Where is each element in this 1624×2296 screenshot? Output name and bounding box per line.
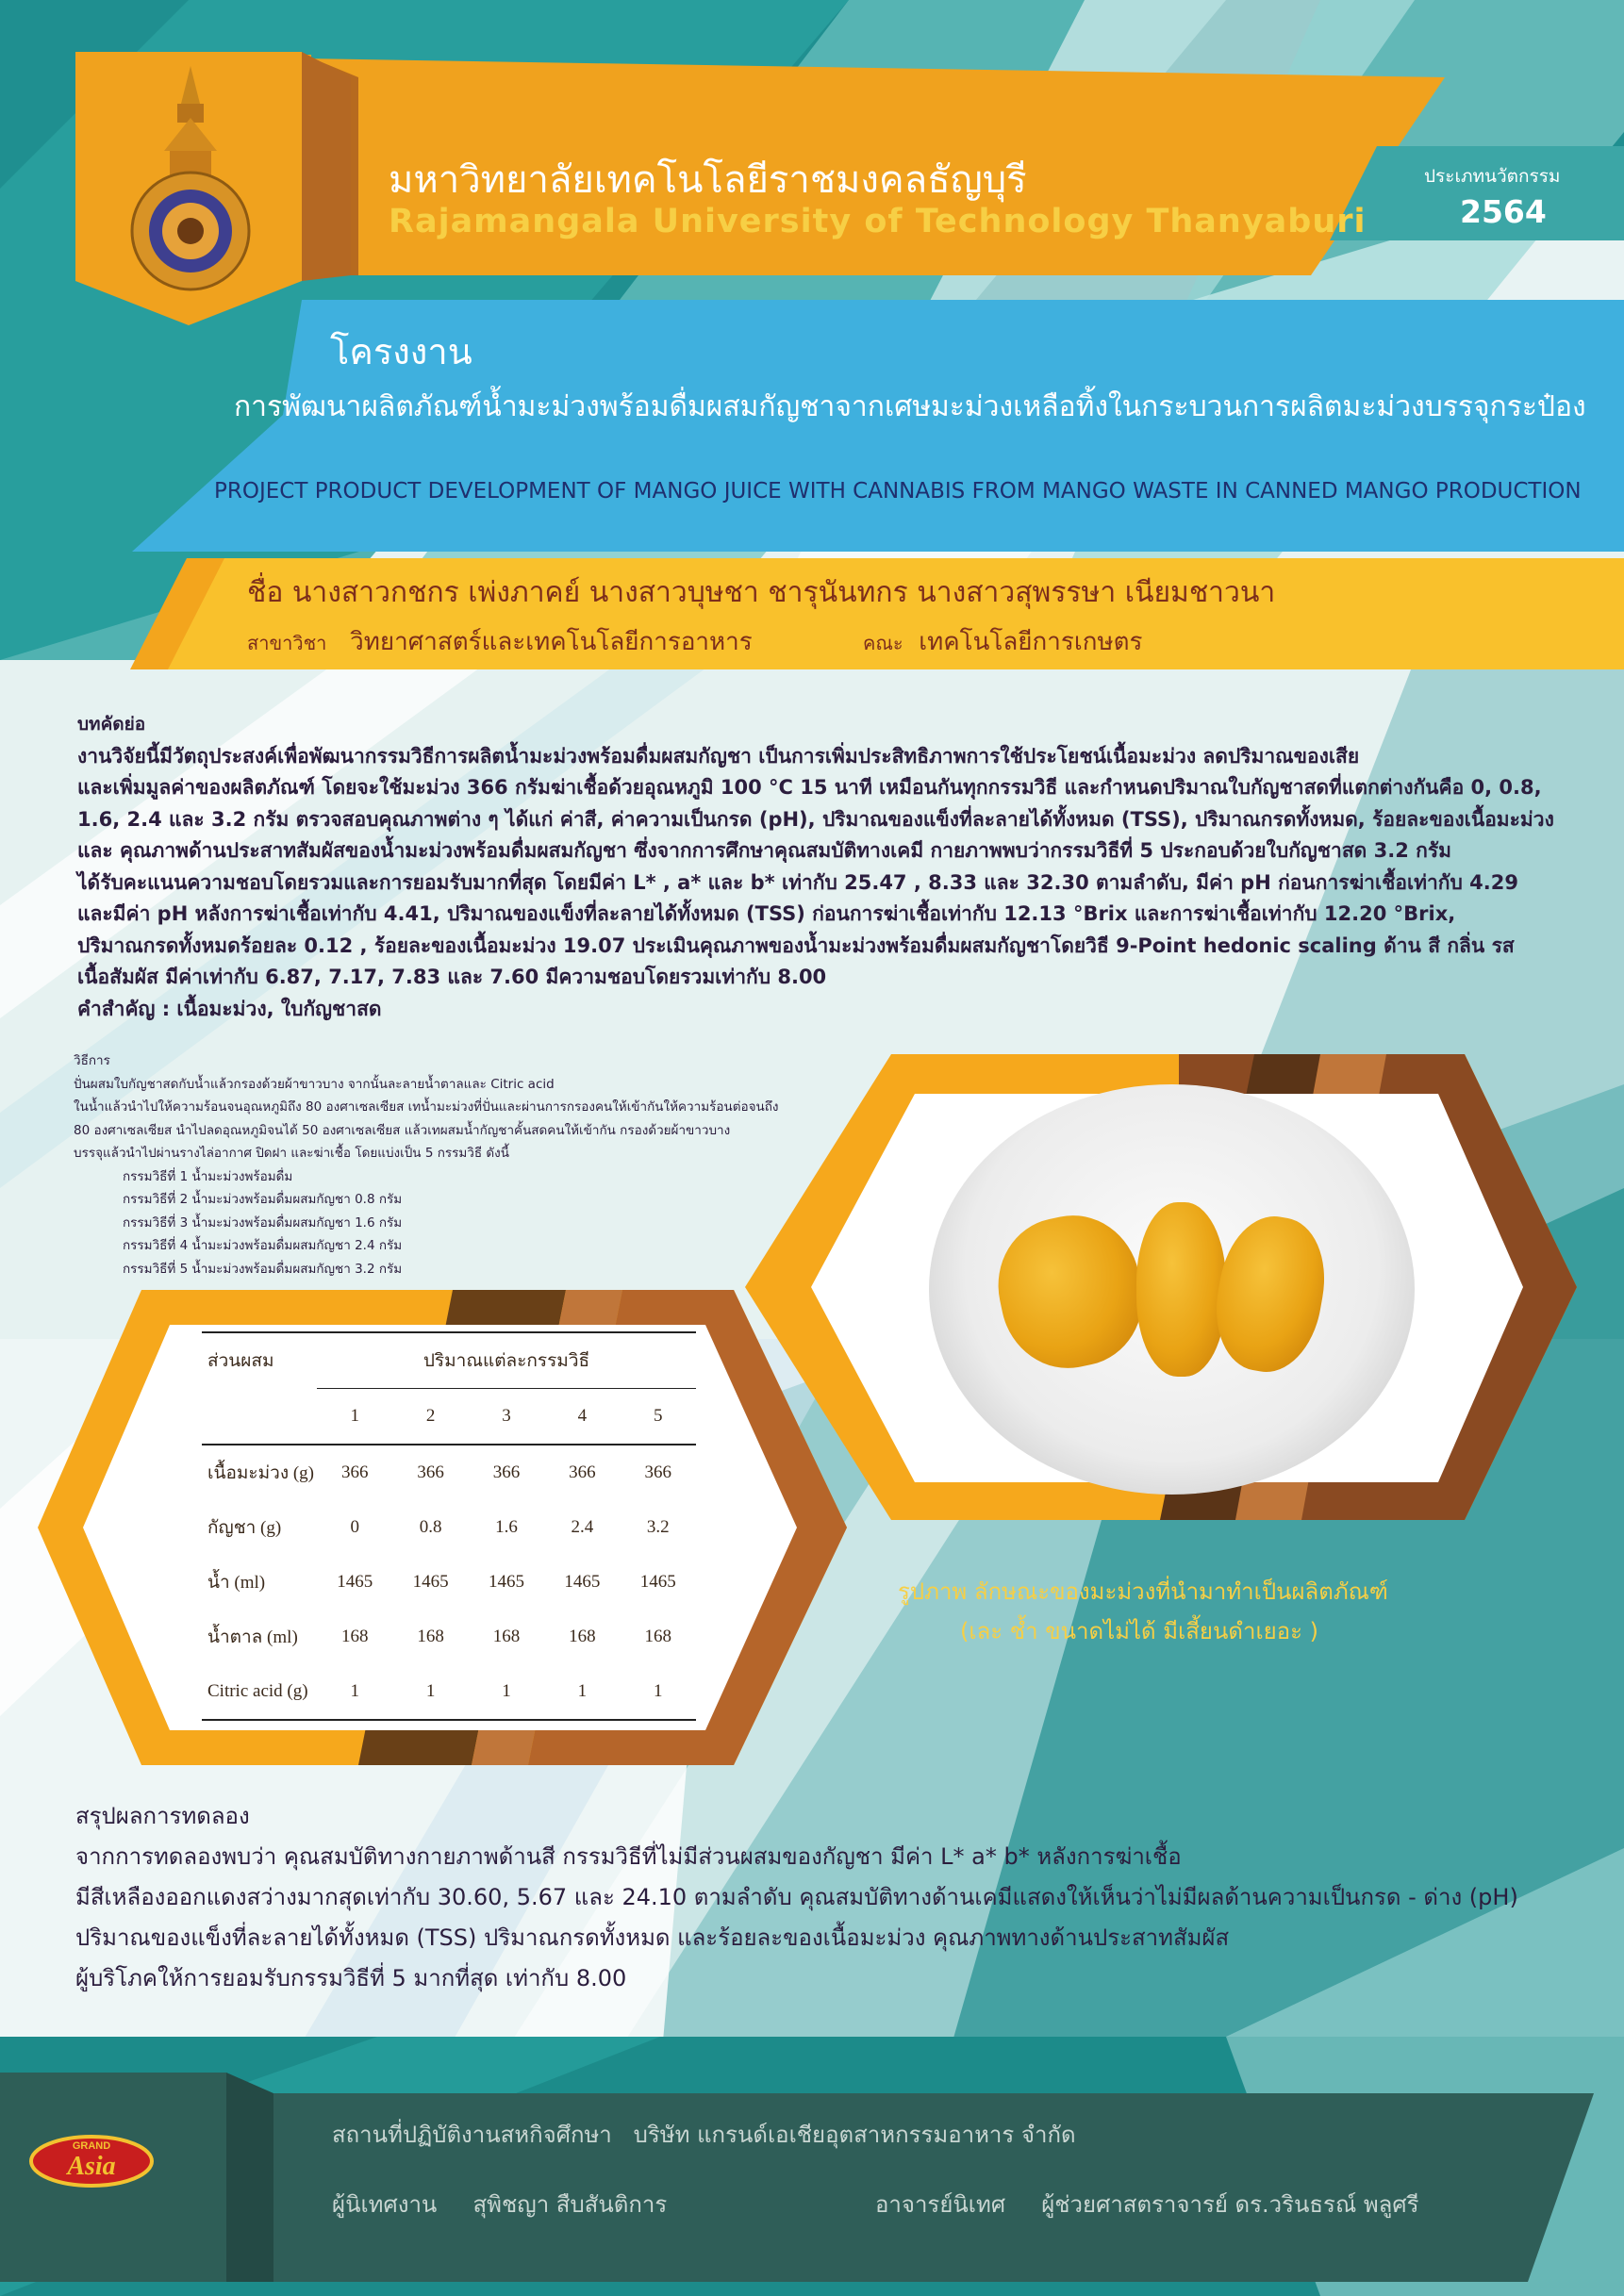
table-row xyxy=(202,1664,696,1720)
category-label: ประเภทนวัตกรรม xyxy=(1424,166,1561,187)
advisor-name: ผู้ช่วยศาสตราจารย์ ดร.วรินธรณ์ พลูศรี xyxy=(1041,2191,1419,2218)
abstract-line: และ คุณภาพด้านประสาทสัมผัสของน้ำมะม่วงพร้อมดื่มผสมกัญชา ซึ่งจากการศึกษาคุณสมบัติทางเคมี กายภาพพบว่ากรรมวิธีที่ 5 ประกอบด้วยใบกัญชาสด 3.2 กรัม xyxy=(77,839,1451,862)
abstract-heading: บทคัดย่อ xyxy=(77,714,146,735)
logo-top-text: GRAND xyxy=(72,2140,111,2152)
amount-header: ปริมาณแต่ละกรรมวิธี xyxy=(317,1332,696,1389)
method-section xyxy=(74,1049,778,1280)
supervisor-name: สุพิชญา สืบสันติการ xyxy=(472,2191,668,2218)
abstract-line: และมีค่า pH หลังการฆ่าเชื้อเท่ากับ 4.41, ปริมาณของแข็งที่ละลายได้ทั้งหมด (TSS) ก่อนการฆ่าเชื้อเท่ากับ 12.13 °Brix และการฆ่าเชื้อเท่ากับ 12.20 °Brix, xyxy=(77,902,1456,925)
conclusion-line: ผู้บริโภคให้การยอมรับกรรมวิธีที่ 5 มากที่สุด เท่ากับ 8.00 xyxy=(75,1965,627,1991)
treatment-number: 1 xyxy=(317,1389,392,1445)
treatment-number: 5 xyxy=(621,1389,696,1445)
table-cell: 366 xyxy=(492,1462,521,1482)
abstract-line: 1.6, 2.4 และ 3.2 กรัม ตรวจสอบคุณภาพต่าง ๆ ได้แก่ ค่าสี, ค่าความเป็นกรด (pH), ปริมาณของแข็งที่ละลายได้ทั้งหมด (TSS), ปริมาณกรดทั้งหมด, ร้อยละของเนื้อมะม่วง xyxy=(77,807,1554,831)
internship-line xyxy=(332,2116,1076,2153)
photo-caption-note: (เละ ช้ำ ขนาดไม่ได้ มีเสี้ยนดำเยอะ ) xyxy=(960,1618,1319,1644)
university-seal-icon xyxy=(123,66,259,292)
table-row xyxy=(202,1610,696,1664)
abstract-line: เนื้อสัมผัส มีค่าเท่ากับ 6.87, 7.17, 7.83 และ 7.60 มีความชอบโดยรวมเท่ากับ 8.00 xyxy=(77,966,827,988)
abstract-line: ปริมาณกรดทั้งหมดร้อยละ 0.12 , ร้อยละของเนื้อมะม่วง 19.07 ประเมินคุณภาพของน้ำมะม่วงพร้อมดื่มผสมกัญชาโดยวิธี 9-Point hedonic scaling ด้าน สี กลิ่น รส xyxy=(77,933,1515,957)
table-cell: 1 xyxy=(469,1664,544,1720)
ingredient-header: ส่วนผสม xyxy=(202,1332,317,1445)
treatment-item: กรรมวิธีที่ 1 น้ำมะม่วงพร้อมดื่ม xyxy=(123,1168,293,1184)
treatment-item: กรรมวิธีที่ 3 น้ำมะม่วงพร้อมดื่มผสมกัญชา 1.6 กรัม xyxy=(123,1214,403,1231)
faculty-value: เทคโนโลยีการเกษตร xyxy=(919,628,1143,656)
major-label: สาขาวิชา xyxy=(247,632,327,654)
conclusion-heading: สรุปผลการทดลอง xyxy=(75,1803,250,1829)
table-cell: 1 xyxy=(544,1664,620,1720)
table-row xyxy=(202,1500,696,1555)
row-label: กัญชา (g) xyxy=(207,1518,282,1538)
treatment-number: 4 xyxy=(544,1389,620,1445)
row-label: น้ำตาล (ml) xyxy=(207,1627,298,1647)
mango-piece-image xyxy=(1136,1202,1226,1377)
table-cell: 1465 xyxy=(639,1572,676,1592)
logo-main-text: Asia xyxy=(67,2152,116,2181)
table-cell: 168 xyxy=(492,1627,521,1646)
table-cell: 0.8 xyxy=(419,1517,442,1537)
table-cell: 1465 xyxy=(412,1572,449,1592)
table-cell: 168 xyxy=(644,1627,672,1646)
university-name-thai: มหาวิทยาลัยเทคโนโลยีราชมงคลธัญบุรี xyxy=(389,158,1027,202)
table-cell: 2.4 xyxy=(571,1517,594,1537)
table-cell: 1465 xyxy=(564,1572,601,1592)
treatment-item: กรรมวิธีที่ 5 น้ำมะม่วงพร้อมดื่มผสมกัญชา 3.2 กรัม xyxy=(123,1261,403,1277)
supervisor-label: ผู้นิเทศงาน xyxy=(332,2191,438,2218)
table-cell: 366 xyxy=(644,1462,672,1482)
table-cell: 366 xyxy=(569,1462,596,1482)
method-line: ในน้ำแล้วนำไปให้ความร้อนจนอุณหภูมิถึง 80 องศาเซลเซียส เทน้ำมะม่วงที่ปั่นและผ่านการกรองคนให้เข้ากันให้ความร้อนต่อจนถึง xyxy=(74,1099,779,1115)
faculty-line xyxy=(863,622,1142,661)
project-label: โครงงาน xyxy=(330,331,472,372)
abstract-line: และเพิ่มมูลค่าของผลิตภัณฑ์ โดยจะใช้มะม่วง 366 กรัมฆ่าเชื้อด้วยอุณหภูมิ 100 °C 15 นาที เหมือนกันทุกกรรมวิธี และกำหนดปริมาณใบกัญชาสดที่แตกต่างกันคือ 0, 0.8, xyxy=(77,776,1542,799)
table-cell: 168 xyxy=(569,1627,596,1646)
advisor-label: อาจารย์นิเทศ xyxy=(875,2191,1006,2218)
method-line: 80 องศาเซลเซียส นำไปลดอุณหภูมิจนได้ 50 องศาเซลเซียส แล้วเทผสมน้ำกัญชาคั้นสดคนให้เข้ากัน กรองด้วยผ้าขาวบาง xyxy=(74,1122,731,1138)
method-heading: วิธีการ xyxy=(74,1053,110,1068)
photo-caption: รูปภาพ ลักษณะของมะม่วงที่นำมาทำเป็นผลิตภัณฑ์ xyxy=(898,1578,1388,1605)
grand-asia-logo xyxy=(28,2133,156,2188)
company-name: บริษัท แกรนด์เอเชียอุตสาหกรรมอาหาร จำกัด xyxy=(633,2122,1076,2148)
row-label: Citric acid (g) xyxy=(202,1664,317,1720)
treatment-item: กรรมวิธีที่ 2 น้ำมะม่วงพร้อมดื่มผสมกัญชา 0.8 กรัม xyxy=(123,1192,403,1207)
conclusion-line: ปริมาณของแข็งที่ละลายได้ทั้งหมด (TSS) ปริมาณกรดทั้งหมด และร้อยละของเนื้อมะม่วง คุณภาพทางด้านประสาทสัมผัส xyxy=(75,1924,1230,1951)
table-cell: 1 xyxy=(621,1664,696,1720)
table-header-row xyxy=(202,1332,696,1389)
table-cell: 1465 xyxy=(337,1572,373,1592)
recipe-table xyxy=(202,1331,696,1721)
year-label: 2564 xyxy=(1460,193,1547,230)
conclusion-line: มีสีเหลืองออกแดงสว่างมากสุดเท่ากับ 30.60, 5.67 และ 24.10 ตามลำดับ คุณสมบัติทางด้านเคมีแสดงให้เห็นว่าไม่มีผลด้านความเป็นกรด - ด่าง (pH) xyxy=(75,1884,1518,1910)
abstract-line: งานวิจัยนี้มีวัตถุประสงค์เพื่อพัฒนากรรมวิธีการผลิตน้ำมะม่วงพร้อมดื่มผสมกัญชา เป็นการเพิ่มประสิทธิภาพการใช้ประโยชน์เนื้อมะม่วง ลดปริมาณของเสีย xyxy=(77,744,1360,768)
conclusion-section xyxy=(75,1796,1518,1999)
table-row xyxy=(202,1445,696,1500)
row-label: เนื้อมะม่วง (g) xyxy=(207,1463,314,1483)
method-line: ปั่นผสมใบกัญชาสดกับน้ำแล้วกรองด้วยผ้าขาวบาง จากนั้นละลายน้ำตาลและ Citric acid xyxy=(74,1076,555,1092)
table-cell: 1 xyxy=(317,1664,392,1720)
row-label: น้ำ (ml) xyxy=(207,1573,266,1593)
table-cell: 0 xyxy=(350,1517,359,1537)
table-cell: 168 xyxy=(340,1627,369,1646)
supervisor-line xyxy=(332,2186,667,2222)
table-cell: 366 xyxy=(417,1462,444,1482)
treatment-item: กรรมวิธีที่ 4 น้ำมะม่วงพร้อมดื่มผสมกัญชา 2.4 กรัม xyxy=(123,1238,403,1253)
abstract-line: ได้รับคะแนนความชอบโดยรวมและการยอมรับมากที่สุด โดยมีค่า L* , a* และ b* เท่ากับ 25.47 , 8.33 และ 32.30 ตามลำดับ, มีค่า pH ก่อนการฆ่าเชื้อเท่ากับ 4.29 xyxy=(77,870,1518,894)
author-names: ชื่อ นางสาวกชกร เพ่งภาคย์ นางสาวบุษชา ชารุนันทกร นางสาวสุพรรษา เนียมชาวนา xyxy=(247,576,1276,609)
internship-label: สถานที่ปฏิบัติงานสหกิจศึกษา xyxy=(332,2122,612,2148)
abstract-section xyxy=(77,709,1554,1025)
advisor-line xyxy=(875,2186,1419,2222)
method-line: บรรจุแล้วนำไปผ่านรางไล่อากาศ ปิดฝา และฆ่าเชื้อ โดยแบ่งเป็น 5 กรรมวิธี ดังนี้ xyxy=(74,1146,509,1161)
faculty-label: คณะ xyxy=(863,632,903,654)
treatment-number: 3 xyxy=(469,1389,544,1445)
table-cell: 1.6 xyxy=(495,1517,518,1537)
university-name-english: Rajamangala University of Technology Thanyaburi xyxy=(389,203,1367,240)
conclusion-line: จากการทดลองพบว่า คุณสมบัติทางกายภาพด้านสี กรรมวิธีที่ไม่มีส่วนผสมของกัญชา มีค่า L* a* b* หลังการฆ่าเชื้อ xyxy=(75,1843,1182,1870)
table-cell: 366 xyxy=(340,1462,369,1482)
table-row xyxy=(202,1555,696,1610)
table-cell: 168 xyxy=(417,1627,444,1646)
project-title-english: PROJECT PRODUCT DEVELOPMENT OF MANGO JUICE WITH CANNABIS FROM MANGO WASTE IN CANNED MANGO PRODUCTION xyxy=(214,479,1582,504)
project-title-thai: การพัฒนาผลิตภัณฑ์น้ำมะม่วงพร้อมดื่มผสมกัญชาจากเศษมะม่วงเหลือทิ้งในกระบวนการผลิตมะม่วงบรรจุกระป๋อง xyxy=(234,390,1586,423)
table-cell: 1 xyxy=(392,1664,468,1720)
major-value: วิทยาศาสตร์และเทคโนโลยีการอาหาร xyxy=(350,628,753,656)
treatment-number: 2 xyxy=(392,1389,468,1445)
major-line xyxy=(247,622,753,661)
table-cell: 3.2 xyxy=(646,1517,670,1537)
keywords-line: คำสำคัญ : เนื้อมะม่วง, ใบกัญชาสด xyxy=(77,997,382,1020)
table-cell: 1465 xyxy=(488,1572,524,1592)
